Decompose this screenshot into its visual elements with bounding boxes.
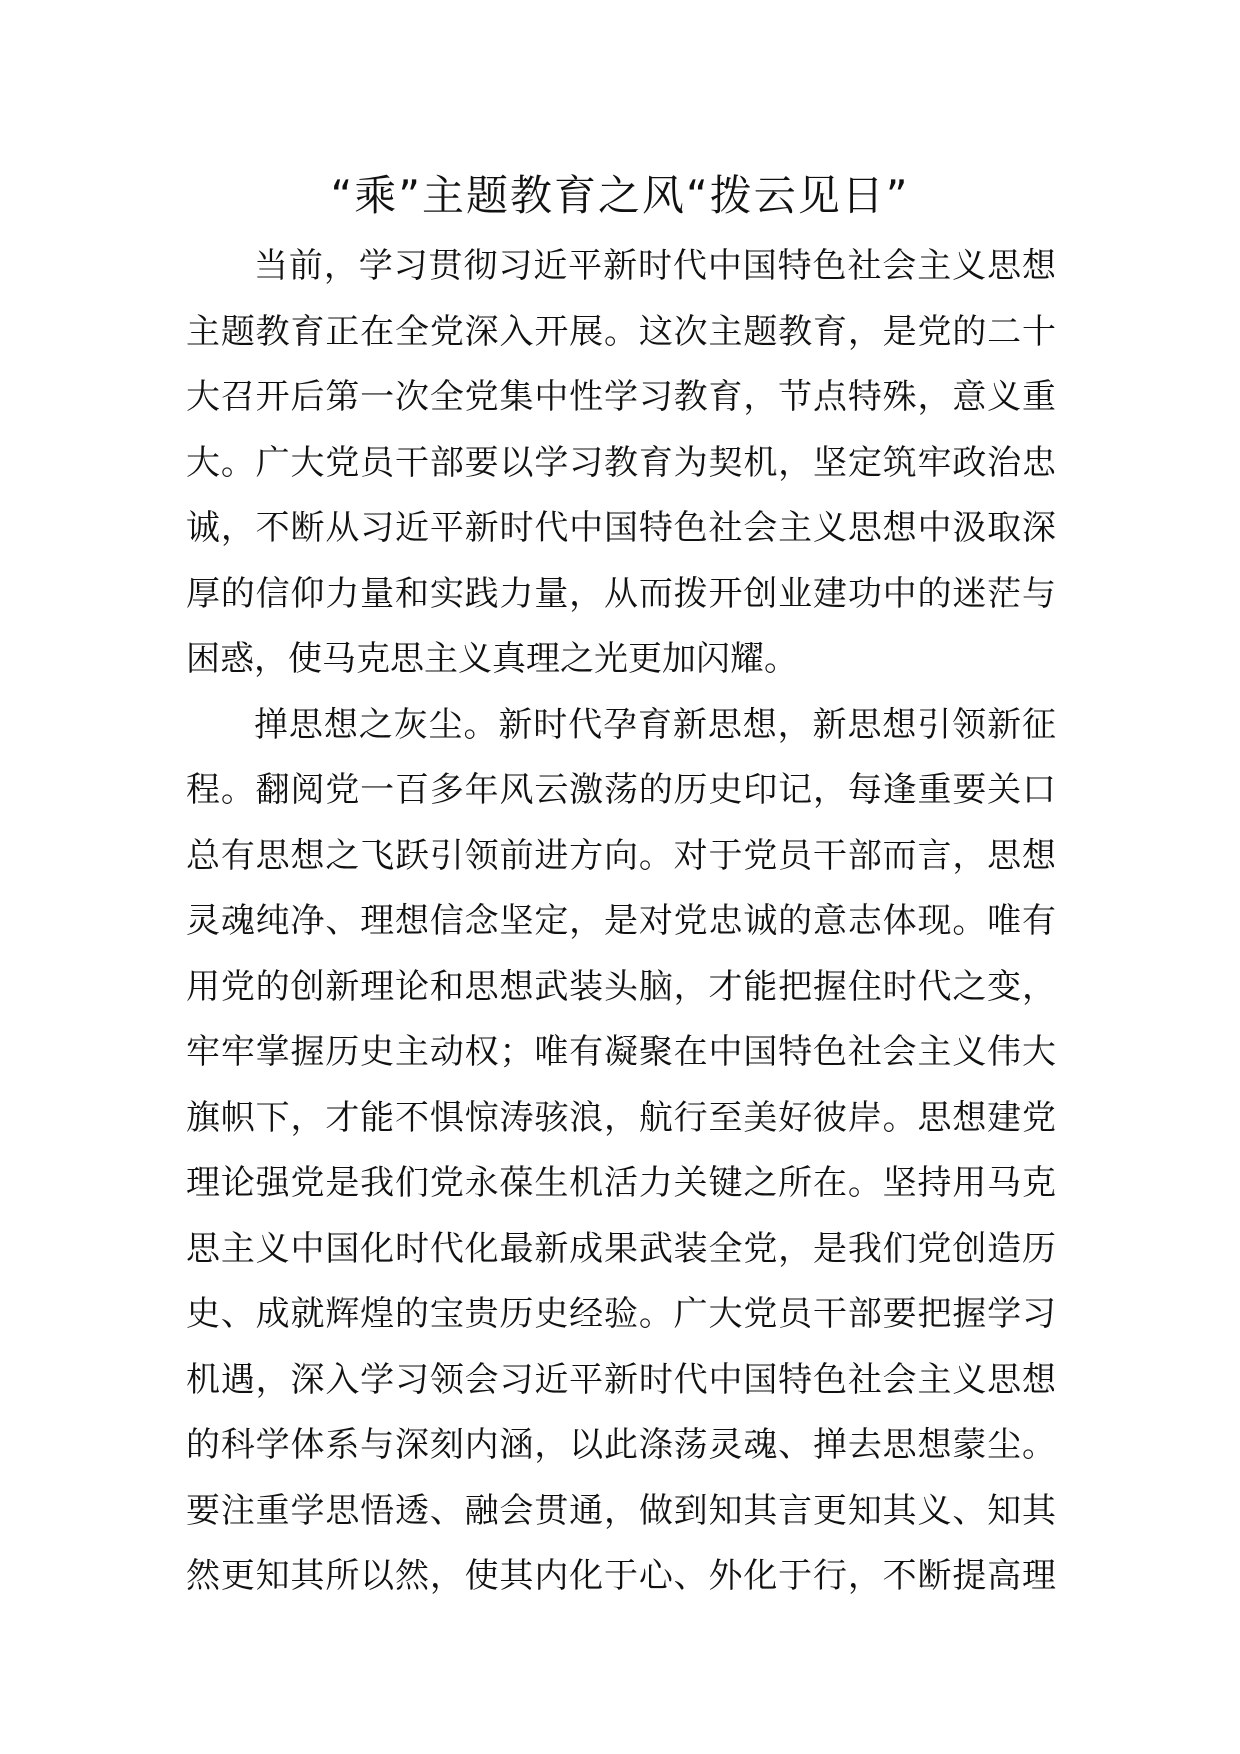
- paragraph-line: 的科学体系与深刻内涵，以此涤荡灵魂、掸去思想蒙尘。: [186, 1425, 1056, 1465]
- paragraph-line: 牢牢掌握历史主动权；唯有凝聚在中国特色社会主义伟大: [186, 1032, 1056, 1072]
- paragraph-line: 当前，学习贯彻习近平新时代中国特色社会主义思想: [254, 246, 1056, 286]
- paragraph-line: 机遇，深入学习领会习近平新时代中国特色社会主义思想: [186, 1359, 1056, 1400]
- paragraph-line: 用党的创新理论和思想武装头脑，才能把握住时代之变，: [186, 966, 1056, 1007]
- paragraph-line: 困惑，使马克思主义真理之光更加闪耀。: [186, 639, 798, 679]
- paragraph-line: 诚，不断从习近平新时代中国特色社会主义思想中汲取深: [186, 508, 1056, 548]
- paragraph-line: 思主义中国化时代化最新成果武装全党，是我们党创造历: [186, 1228, 1056, 1269]
- paragraph-line: 灵魂纯净、理想信念坚定，是对党忠诚的意志体现。唯有: [186, 901, 1056, 941]
- paragraph-line: 旗帜下，才能不惧惊涛骇浪，航行至美好彼岸。思想建党: [186, 1097, 1056, 1138]
- paragraph-line: 史、成就辉煌的宝贵历史经验。广大党员干部要把握学习: [186, 1294, 1056, 1334]
- paragraph-line: 厚的信仰力量和实践力量，从而拨开创业建功中的迷茫与: [186, 573, 1056, 614]
- paragraph-line: 大召开后第一次全党集中性学习教育，节点特殊，意义重: [186, 377, 1056, 417]
- paragraph-line: 掸思想之灰尘。新时代孕育新思想，新思想引领新征: [254, 704, 1056, 745]
- paragraph-line: 总有思想之飞跃引领前进方向。对于党员干部而言，思想: [186, 835, 1056, 876]
- document-body: [186, 234, 1056, 1610]
- paragraph-line: 要注重学思悟透、融会贯通，做到知其言更知其义、知其: [186, 1490, 1056, 1531]
- paragraph-line: 程。翻阅党一百多年风云激荡的历史印记，每逢重要关口: [186, 770, 1056, 810]
- document-title: “乘”主题教育之风“拨云见日”: [330, 171, 910, 220]
- paragraph-line: 然更知其所以然，使其内化于心、外化于行，不断提高理: [186, 1556, 1056, 1596]
- paragraph-line: 主题教育正在全党深入开展。这次主题教育，是党的二十: [186, 311, 1056, 352]
- paragraph-line: 大。广大党员干部要以学习教育为契机，坚定筑牢政治忠: [186, 442, 1056, 483]
- paragraph-line: 理论强党是我们党永葆生机活力关键之所在。坚持用马克: [186, 1163, 1056, 1203]
